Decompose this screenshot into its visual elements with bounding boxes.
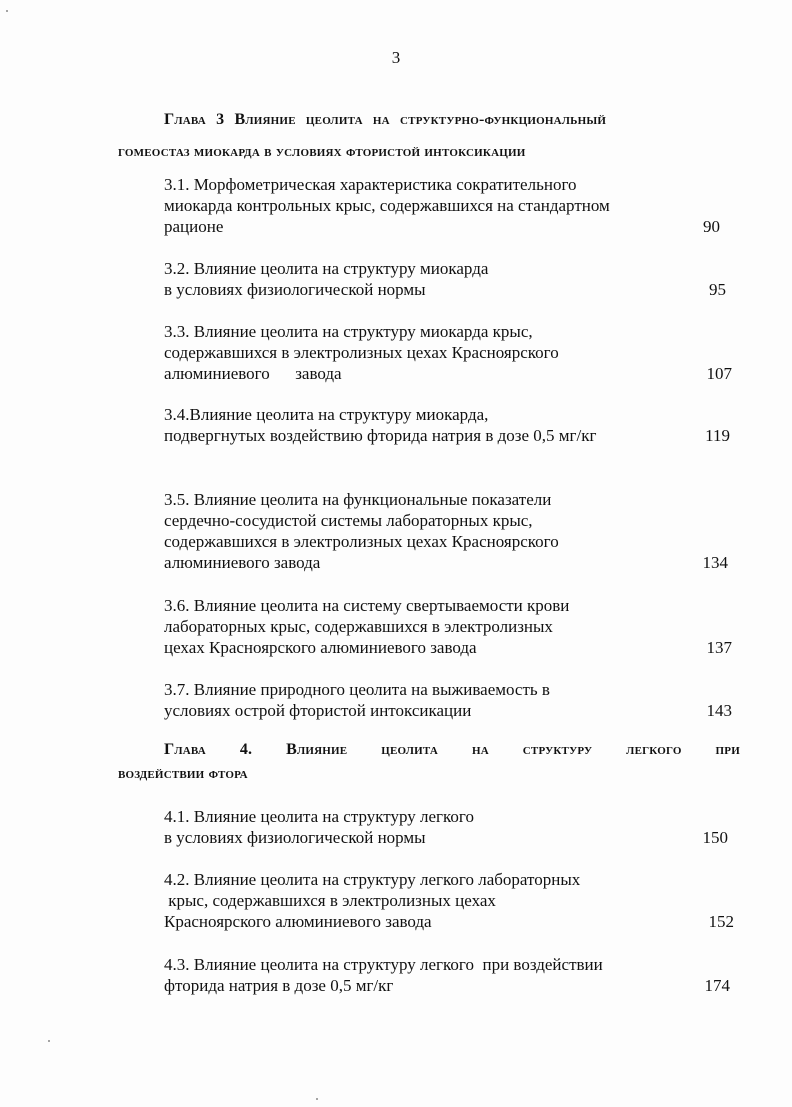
toc-entry-page: 150	[702, 828, 728, 847]
toc-entry-text: содержавшихся в электролизных цехах Красноярского	[164, 343, 559, 362]
toc-entry-page: 107	[706, 364, 732, 383]
toc-entry-text: содержавшихся в электролизных цехах Красноярского	[164, 532, 559, 551]
toc-entry-3-3[interactable]	[164, 321, 734, 384]
toc-entry-page: 119	[705, 426, 730, 445]
toc-entry-text: крыс, содержавшихся в электролизных цехах	[164, 891, 496, 910]
toc-entry-page: 143	[706, 701, 732, 720]
scan-speck	[6, 10, 8, 12]
chapter-4-title-line-2: воздействии фтора	[118, 765, 248, 782]
toc-entry-text: 3.3. Влияние цеолита на структуру миокарда крыс,	[164, 322, 533, 341]
scan-speck	[316, 1098, 318, 1100]
toc-entry-text: в условиях физиологической нормы	[164, 280, 426, 299]
chapter-3-title-line-2: гомеостаз миокарда в условиях фтористой интоксикации	[118, 143, 526, 160]
toc-entry-page: 95	[709, 280, 726, 299]
toc-entry-3-4[interactable]	[164, 404, 734, 446]
toc-entry-text: сердечно-сосудистой системы лабораторных крыс,	[164, 511, 533, 530]
toc-entry-text: 3.4.Влияние цеолита на структуру миокарда,	[164, 405, 489, 424]
toc-entry-3-5[interactable]	[164, 489, 734, 573]
toc-entry-4-3[interactable]	[164, 954, 734, 996]
chapter-4-title-line-1: Глава 4. Влияние цеолита на структуру легкого при	[164, 741, 740, 758]
chapter-4-heading	[118, 738, 740, 786]
toc-entry-text: алюминиевого завода	[164, 364, 342, 383]
toc-entry-3-7[interactable]	[164, 679, 734, 721]
toc-entry-text: 4.2. Влияние цеолита на структуру легкого лабораторных	[164, 870, 581, 889]
toc-entry-page: 90	[703, 217, 720, 236]
toc-entry-text: лабораторных крыс, содержавшихся в электролизных	[164, 617, 553, 636]
toc-entry-text: цехах Красноярского алюминиевого завода	[164, 638, 477, 657]
toc-entry-text: 4.3. Влияние цеолита на структуру легкого при воздействии	[164, 955, 603, 974]
toc-entry-text: 3.1. Морфометрическая характеристика сократительного	[164, 175, 577, 194]
chapter-3-title-line-1: Глава 3 Влияние цеолита на структурно-функциональный	[164, 111, 607, 128]
toc-entry-text: фторида натрия в дозе 0,5 мг/кг	[164, 976, 394, 995]
toc-entry-text: подвергнутых воздействию фторида натрия в дозе 0,5 мг/кг	[164, 426, 597, 445]
toc-entry-text: миокарда контрольных крыс, содержавшихся на стандартном	[164, 196, 610, 215]
chapter-3-heading	[118, 104, 740, 168]
toc-entry-3-6[interactable]	[164, 595, 734, 658]
toc-entry-3-1[interactable]	[164, 174, 734, 237]
toc-entry-text: 4.1. Влияние цеолита на структуру легкого	[164, 807, 474, 826]
toc-entry-4-2[interactable]	[164, 869, 734, 932]
toc-entry-page: 174	[704, 976, 730, 995]
toc-entry-text: Красноярского алюминиевого завода	[164, 912, 432, 931]
toc-entry-text: 3.5. Влияние цеолита на функциональные показатели	[164, 490, 552, 509]
toc-entry-4-1[interactable]	[164, 806, 734, 848]
page-number: 3	[391, 48, 401, 67]
toc-entry-text: рационе	[164, 217, 224, 236]
toc-entry-page: 152	[708, 912, 734, 931]
toc-entry-text: 3.7. Влияние природного цеолита на выживаемость в	[164, 680, 550, 699]
toc-entry-text: 3.6. Влияние цеолита на систему свертываемости крови	[164, 596, 570, 615]
toc-entry-text: 3.2. Влияние цеолита на структуру миокарда	[164, 259, 489, 278]
toc-entry-page: 134	[702, 553, 728, 572]
toc-entry-text: условиях острой фтористой интоксикации	[164, 701, 472, 720]
toc-entry-page: 137	[706, 638, 732, 657]
scan-speck	[48, 1040, 50, 1042]
toc-entry-3-2[interactable]	[164, 258, 734, 300]
toc-entry-text: в условиях физиологической нормы	[164, 828, 426, 847]
toc-entry-text: алюминиевого завода	[164, 553, 321, 572]
